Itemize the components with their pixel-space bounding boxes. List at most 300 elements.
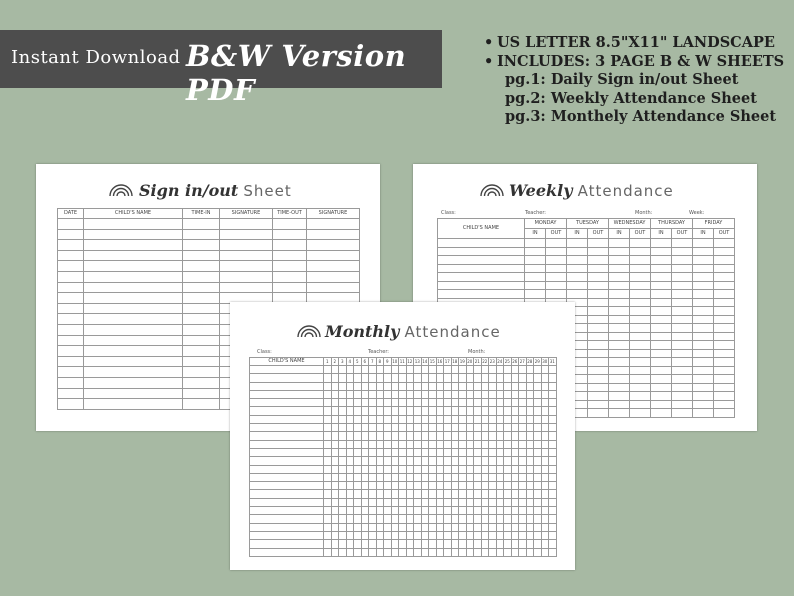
- table-cell: [339, 424, 347, 432]
- table-cell: [421, 490, 429, 498]
- table-cell: [361, 424, 369, 432]
- table-cell: [369, 448, 377, 456]
- day-number-header: 11: [399, 359, 405, 364]
- column-header: SIGNATURE: [220, 209, 273, 219]
- table-header-row: [438, 219, 735, 229]
- table-cell: [384, 531, 392, 539]
- table-cell: [714, 366, 735, 375]
- table-cell: [324, 548, 332, 556]
- table-cell: [273, 240, 307, 251]
- day-header: THURSDAY: [651, 219, 693, 229]
- table-cell: [546, 247, 567, 256]
- table-cell: [534, 424, 542, 432]
- table-cell: [630, 366, 651, 375]
- table-cell: [466, 382, 474, 390]
- table-cell: [324, 382, 332, 390]
- table-cell: [504, 366, 512, 374]
- table-cell: [369, 523, 377, 531]
- table-cell: [630, 239, 651, 248]
- month-label: Month:: [635, 210, 653, 216]
- table-cell: [84, 324, 183, 335]
- table-cell: [481, 366, 489, 374]
- table-cell: [183, 314, 220, 325]
- table-cell: [444, 465, 452, 473]
- table-cell: [429, 415, 437, 423]
- table-cell: [541, 457, 549, 465]
- table-cell: [331, 540, 339, 548]
- table-cell: [250, 448, 324, 456]
- table-cell: [541, 390, 549, 398]
- table-cell: [534, 374, 542, 382]
- table-cell: [438, 281, 525, 290]
- table-cell: [672, 332, 693, 341]
- table-cell: [526, 407, 534, 415]
- day-number-header: 18: [452, 359, 458, 364]
- table-cell: [481, 540, 489, 548]
- table-cell: [250, 424, 324, 432]
- table-cell: [438, 247, 525, 256]
- table-cell: [651, 366, 672, 375]
- table-cell: [406, 399, 414, 407]
- table-cell: [567, 256, 588, 265]
- table-cell: [588, 273, 609, 282]
- table-cell: [361, 415, 369, 423]
- table-row: [250, 366, 557, 374]
- day-number-header: 1: [324, 358, 332, 366]
- table-cell: [489, 515, 497, 523]
- table-cell: [459, 515, 467, 523]
- table-cell: [451, 415, 459, 423]
- table-cell: [541, 366, 549, 374]
- table-cell: [376, 531, 384, 539]
- table-cell: [331, 407, 339, 415]
- table-cell: [481, 440, 489, 448]
- table-cell: [273, 229, 307, 240]
- table-cell: [489, 457, 497, 465]
- table-cell: [307, 261, 360, 272]
- table-cell: [496, 374, 504, 382]
- table-cell: [451, 424, 459, 432]
- table-cell: [651, 358, 672, 367]
- table-cell: [534, 448, 542, 456]
- in-header: IN: [525, 229, 546, 239]
- table-cell: [391, 390, 399, 398]
- table-cell: [58, 377, 84, 388]
- table-cell: [519, 531, 527, 539]
- table-cell: [511, 399, 519, 407]
- table-cell: [250, 531, 324, 539]
- table-cell: [714, 341, 735, 350]
- table-cell: [609, 324, 630, 333]
- table-cell: [324, 515, 332, 523]
- table-header-row: [250, 358, 557, 366]
- table-cell: [399, 548, 407, 556]
- instant-download-label: Instant Download: [11, 47, 181, 68]
- table-cell: [384, 465, 392, 473]
- table-cell: [384, 440, 392, 448]
- table-cell: [84, 240, 183, 251]
- table-cell: [444, 515, 452, 523]
- signin-title: Sign in/out Sheet: [139, 181, 292, 200]
- table-cell: [519, 490, 527, 498]
- table-cell: [588, 341, 609, 350]
- table-cell: [609, 375, 630, 384]
- table-cell: [519, 523, 527, 531]
- table-cell: [324, 366, 332, 374]
- table-cell: [354, 366, 362, 374]
- table-cell: [609, 409, 630, 418]
- table-cell: [58, 229, 84, 240]
- table-cell: [526, 424, 534, 432]
- table-cell: [511, 415, 519, 423]
- table-cell: [474, 407, 482, 415]
- table-cell: [406, 440, 414, 448]
- table-cell: [511, 507, 519, 515]
- table-cell: [609, 264, 630, 273]
- table-cell: [444, 490, 452, 498]
- table-cell: [346, 507, 354, 515]
- table-cell: [511, 498, 519, 506]
- table-cell: [84, 377, 183, 388]
- table-cell: [273, 261, 307, 272]
- table-cell: [489, 382, 497, 390]
- table-cell: [414, 390, 422, 398]
- table-row: [58, 219, 360, 230]
- table-cell: [376, 374, 384, 382]
- table-cell: [421, 515, 429, 523]
- table-cell: [526, 432, 534, 440]
- table-cell: [183, 367, 220, 378]
- table-cell: [588, 281, 609, 290]
- table-cell: [474, 366, 482, 374]
- table-cell: [630, 315, 651, 324]
- table-cell: [519, 382, 527, 390]
- table-cell: [466, 465, 474, 473]
- table-cell: [504, 523, 512, 531]
- table-cell: [525, 281, 546, 290]
- table-cell: [369, 424, 377, 432]
- table-cell: [414, 374, 422, 382]
- table-cell: [399, 473, 407, 481]
- table-cell: [549, 390, 557, 398]
- table-cell: [369, 366, 377, 374]
- table-cell: [414, 366, 422, 374]
- in-header: IN: [609, 229, 630, 239]
- table-cell: [567, 290, 588, 299]
- table-cell: [58, 367, 84, 378]
- table-cell: [519, 424, 527, 432]
- table-cell: [526, 399, 534, 407]
- table-cell: [504, 399, 512, 407]
- table-cell: [376, 432, 384, 440]
- table-cell: [541, 440, 549, 448]
- table-cell: [546, 239, 567, 248]
- table-cell: [496, 448, 504, 456]
- table-cell: [519, 473, 527, 481]
- table-cell: [444, 448, 452, 456]
- table-cell: [220, 240, 273, 251]
- table-row: [250, 490, 557, 498]
- table-cell: [354, 548, 362, 556]
- table-cell: [672, 400, 693, 409]
- table-cell: [324, 540, 332, 548]
- table-cell: [541, 399, 549, 407]
- table-cell: [714, 349, 735, 358]
- table-cell: [361, 540, 369, 548]
- table-cell: [183, 388, 220, 399]
- table-cell: [496, 540, 504, 548]
- table-cell: [541, 531, 549, 539]
- table-cell: [391, 399, 399, 407]
- table-cell: [549, 465, 557, 473]
- table-cell: [588, 239, 609, 248]
- table-cell: [567, 239, 588, 248]
- table-cell: [541, 415, 549, 423]
- table-cell: [384, 399, 392, 407]
- table-cell: [421, 390, 429, 398]
- table-cell: [504, 374, 512, 382]
- table-cell: [436, 440, 444, 448]
- table-cell: [549, 473, 557, 481]
- table-cell: [369, 548, 377, 556]
- version-label: B&W Version PDF: [186, 39, 407, 107]
- table-cell: [444, 424, 452, 432]
- table-cell: [339, 390, 347, 398]
- table-cell: [376, 523, 384, 531]
- table-cell: [511, 548, 519, 556]
- day-number-header: 5: [354, 358, 362, 366]
- table-cell: [451, 523, 459, 531]
- table-cell: [693, 400, 714, 409]
- table-cell: [481, 548, 489, 556]
- table-cell: [466, 482, 474, 490]
- day-number-header: 20: [467, 359, 473, 364]
- table-cell: [693, 392, 714, 401]
- table-cell: [519, 374, 527, 382]
- table-cell: [429, 540, 437, 548]
- table-cell: [354, 424, 362, 432]
- table-cell: [331, 515, 339, 523]
- table-cell: [361, 440, 369, 448]
- table-cell: [369, 374, 377, 382]
- table-cell: [651, 315, 672, 324]
- table-cell: [526, 382, 534, 390]
- table-cell: [369, 515, 377, 523]
- table-cell: [436, 465, 444, 473]
- table-cell: [421, 465, 429, 473]
- table-cell: [466, 440, 474, 448]
- table-cell: [339, 457, 347, 465]
- table-cell: [714, 239, 735, 248]
- table-cell: [331, 473, 339, 481]
- table-cell: [519, 390, 527, 398]
- table-cell: [376, 498, 384, 506]
- table-cell: [588, 383, 609, 392]
- table-cell: [331, 415, 339, 423]
- table-cell: [436, 415, 444, 423]
- table-cell: [459, 498, 467, 506]
- day-number-header: 30: [542, 359, 548, 364]
- table-cell: [651, 400, 672, 409]
- table-cell: [339, 448, 347, 456]
- table-cell: [376, 473, 384, 481]
- table-cell: [324, 399, 332, 407]
- table-cell: [84, 335, 183, 346]
- table-cell: [541, 548, 549, 556]
- table-cell: [399, 457, 407, 465]
- table-cell: [651, 341, 672, 350]
- table-cell: [549, 482, 557, 490]
- table-cell: [489, 407, 497, 415]
- table-cell: [58, 240, 84, 251]
- table-cell: [361, 382, 369, 390]
- table-cell: [496, 366, 504, 374]
- table-cell: [459, 382, 467, 390]
- table-cell: [354, 465, 362, 473]
- table-cell: [496, 531, 504, 539]
- table-cell: [489, 448, 497, 456]
- table-cell: [451, 440, 459, 448]
- table-cell: [549, 515, 557, 523]
- table-cell: [534, 399, 542, 407]
- table-cell: [534, 498, 542, 506]
- table-cell: [549, 531, 557, 539]
- table-cell: [369, 473, 377, 481]
- table-cell: [630, 409, 651, 418]
- table-cell: [534, 457, 542, 465]
- table-cell: [504, 515, 512, 523]
- table-cell: [376, 407, 384, 415]
- table-cell: [451, 366, 459, 374]
- table-cell: [58, 303, 84, 314]
- table-cell: [474, 523, 482, 531]
- table-cell: [250, 457, 324, 465]
- table-cell: [474, 540, 482, 548]
- table-cell: [489, 498, 497, 506]
- table-cell: [399, 498, 407, 506]
- table-cell: [361, 465, 369, 473]
- table-cell: [534, 407, 542, 415]
- table-cell: [444, 548, 452, 556]
- day-number-header: 15: [429, 359, 435, 364]
- table-cell: [504, 507, 512, 515]
- table-cell: [630, 349, 651, 358]
- table-cell: [429, 473, 437, 481]
- table-cell: [519, 457, 527, 465]
- table-cell: [429, 523, 437, 531]
- table-cell: [519, 448, 527, 456]
- title-banner: [0, 30, 442, 107]
- table-cell: [414, 440, 422, 448]
- table-cell: [489, 531, 497, 539]
- table-cell: [331, 457, 339, 465]
- table-cell: [346, 432, 354, 440]
- table-cell: [504, 448, 512, 456]
- table-cell: [84, 399, 183, 410]
- table-cell: [451, 399, 459, 407]
- table-cell: [376, 448, 384, 456]
- table-cell: [354, 457, 362, 465]
- table-cell: [361, 531, 369, 539]
- table-cell: [414, 490, 422, 498]
- table-cell: [324, 523, 332, 531]
- day-header: WEDNESDAY: [609, 219, 651, 229]
- table-cell: [474, 424, 482, 432]
- table-cell: [693, 281, 714, 290]
- table-row: [250, 382, 557, 390]
- table-cell: [630, 256, 651, 265]
- table-cell: [250, 490, 324, 498]
- table-row: [250, 374, 557, 382]
- table-cell: [481, 473, 489, 481]
- table-cell: [459, 490, 467, 498]
- table-cell: [354, 399, 362, 407]
- table-cell: [549, 498, 557, 506]
- table-cell: [346, 523, 354, 531]
- table-cell: [459, 540, 467, 548]
- table-cell: [630, 375, 651, 384]
- table-cell: [324, 531, 332, 539]
- day-number-header: 7: [369, 358, 377, 366]
- table-row: [438, 290, 735, 299]
- table-cell: [376, 515, 384, 523]
- table-cell: [489, 399, 497, 407]
- table-cell: [324, 448, 332, 456]
- table-cell: [414, 498, 422, 506]
- table-cell: [183, 240, 220, 251]
- table-cell: [549, 490, 557, 498]
- table-cell: [459, 448, 467, 456]
- day-number-header: 14: [422, 359, 428, 364]
- table-cell: [693, 273, 714, 282]
- monthly-table: [249, 357, 557, 557]
- table-cell: [525, 264, 546, 273]
- table-cell: [526, 540, 534, 548]
- column-header: DATE: [58, 209, 84, 219]
- table-cell: [451, 473, 459, 481]
- table-cell: [466, 523, 474, 531]
- table-cell: [324, 482, 332, 490]
- table-cell: [549, 432, 557, 440]
- table-cell: [504, 531, 512, 539]
- table-cell: [444, 432, 452, 440]
- table-cell: [630, 400, 651, 409]
- table-cell: [384, 457, 392, 465]
- table-cell: [307, 219, 360, 230]
- table-cell: [444, 473, 452, 481]
- table-cell: [406, 374, 414, 382]
- table-cell: [369, 531, 377, 539]
- table-cell: [451, 482, 459, 490]
- table-cell: [250, 366, 324, 374]
- table-cell: [331, 465, 339, 473]
- table-cell: [459, 440, 467, 448]
- table-cell: [339, 382, 347, 390]
- table-cell: [354, 498, 362, 506]
- day-number-header: 19: [459, 359, 465, 364]
- table-cell: [444, 523, 452, 531]
- table-cell: [250, 390, 324, 398]
- table-cell: [391, 482, 399, 490]
- table-cell: [324, 424, 332, 432]
- table-cell: [474, 390, 482, 398]
- table-cell: [630, 247, 651, 256]
- table-cell: [250, 382, 324, 390]
- table-row: [250, 473, 557, 481]
- table-cell: [489, 366, 497, 374]
- table-cell: [346, 498, 354, 506]
- table-cell: [511, 515, 519, 523]
